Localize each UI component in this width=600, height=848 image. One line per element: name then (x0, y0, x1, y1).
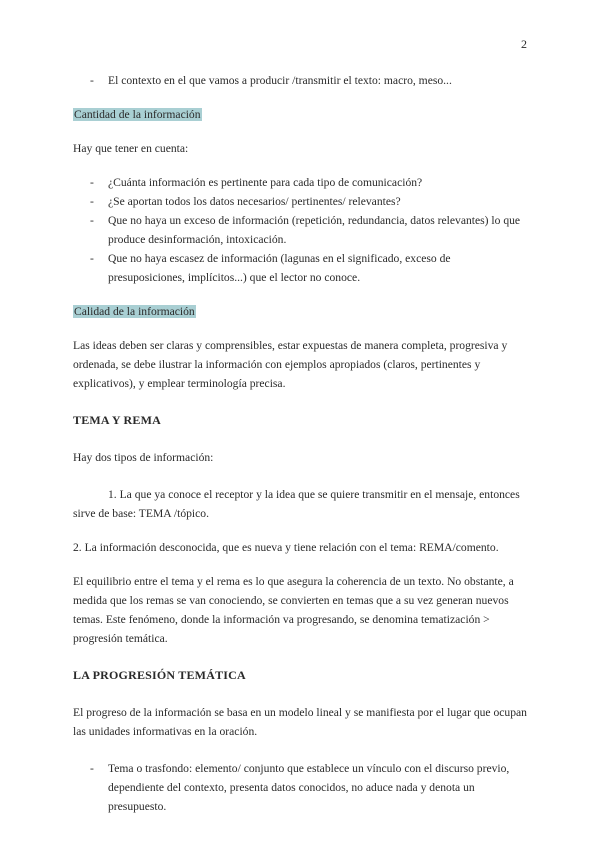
list-item: - Tema o trasfondo: elemento/ conjunto que establece un vínculo con el discurso previo, dependiente del contexto, presenta datos conocidos, no aduce nada y denota un presupuesto. (73, 759, 528, 816)
section-heading-progresion: LA PROGRESIÓN TEMÁTICA (73, 668, 246, 682)
highlighted-heading: Cantidad de la información (74, 108, 201, 121)
paragraph: Las ideas deben ser claras y comprensibles, estar expuestas de manera completa, progresiva y ordenada, se debe ilustrar la información con ejemplos apropiados (claros, pertinentes y explicativos), y emplear terminología precisa. (73, 339, 508, 390)
list-item: - Que no haya un exceso de información (repetición, redundancia, datos relevantes) lo que produce desinformación, intoxicación. (73, 211, 528, 249)
highlighted-heading: Calidad de la información (74, 305, 195, 318)
paragraph: El progreso de la información se basa en un modelo lineal y se manifiesta por el lugar que ocupan las unidades informativas en la oración. (73, 706, 527, 738)
paragraph: Hay que tener en cuenta: (73, 142, 189, 155)
paragraph: El equilibrio entre el tema y el rema es lo que asegura la coherencia de un texto. No obstante, a medida que los remas se van conociendo, se convierten en temas que a su vez generan nuevos temas. Este fenómeno, donde la información va progresando, se denomina tematización > progresión temática. (73, 575, 514, 645)
section-heading-cantidad (73, 105, 528, 124)
list-item: - ¿Cuánta información es pertinente para cada tipo de comunicación? (73, 173, 528, 192)
list-item: - Que no haya escasez de información (lagunas en el significado, exceso de presuposiciones, implícitos...) que el lector no conoce. (73, 249, 528, 287)
cantidad-list (73, 173, 528, 287)
numbered-item: 1. La que ya conoce el receptor y la idea que se quiere transmitir en el mensaje, entonces sirve de base: TEMA /tópico. (73, 488, 520, 520)
section-heading-calidad (73, 302, 528, 321)
list-item: - ¿Se aportan todos los datos necesarios/ pertinentes/ relevantes? (73, 192, 528, 211)
page-number: 2 (521, 37, 527, 51)
section-heading-tema-rema: TEMA Y REMA (73, 413, 161, 427)
page-content (73, 71, 528, 816)
list-item: - El contexto en el que vamos a producir /transmitir el texto: macro, meso... (73, 71, 528, 90)
progresion-list (73, 759, 528, 816)
intro-list (73, 71, 528, 90)
paragraph: Hay dos tipos de información: (73, 451, 214, 464)
numbered-item: 2. La información desconocida, que es nueva y tiene relación con el tema: REMA/comento. (73, 541, 499, 554)
